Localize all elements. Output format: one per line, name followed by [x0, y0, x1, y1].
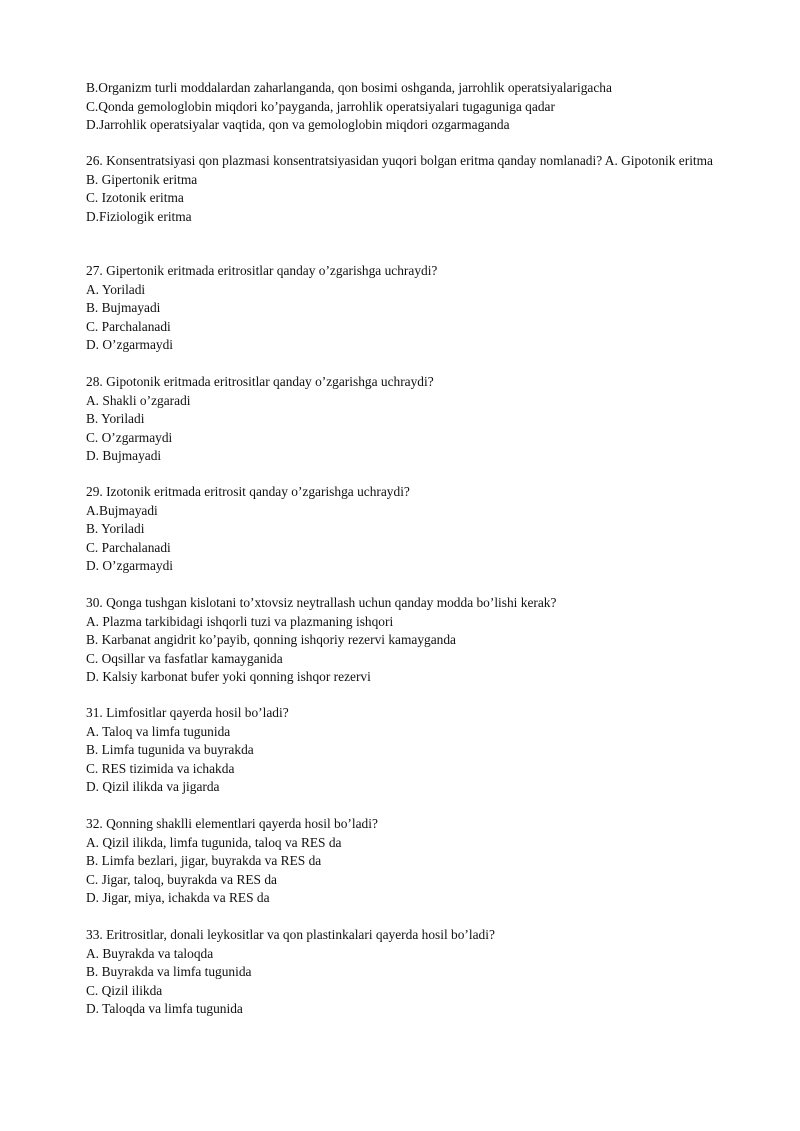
option: D. O’zgarmaydi: [86, 337, 174, 353]
option: D. Kalsiy karbonat bufer yoki qonning ishqor rezervi: [86, 669, 371, 685]
question-33: [86, 926, 756, 1019]
question-text: 33. Eritrositlar, donali leykositlar va qon plastinkalari qayerda hosil bo’ladi?: [86, 927, 495, 942]
question-32: [86, 815, 756, 908]
question-29: [86, 483, 756, 576]
option: B.Organizm turli moddalardan zaharlanganda, qon bosimi oshganda, jarrohlik operatsiyalarigacha: [86, 80, 612, 95]
option: B. Yoriladi: [86, 521, 145, 537]
option: A. Taloq va limfa tugunida: [86, 723, 231, 739]
option: B. Buyrakda va limfa tugunida: [86, 964, 252, 980]
option: C.Qonda gemologlobin miqdori ko’payganda, jarrohlik operatsiyalari tugaguniga qadar: [86, 98, 555, 114]
option: D.Jarrohlik operatsiyalar vaqtida, qon va gemologlobin miqdori ozgarmaganda: [86, 117, 510, 133]
option: D. Bujmayadi: [86, 448, 162, 464]
question-text: 26. Konsentratsiyasi qon plazmasi konsentratsiyasidan yuqori bolgan eritma qanday nomlanadi? A. Gipotonik eritma: [86, 153, 713, 168]
option: A. Plazma tarkibidagi ishqorli tuzi va plazmaning ishqori: [86, 613, 394, 629]
question-28: [86, 373, 756, 466]
option: A. Shakli o’zgaradi: [86, 392, 191, 408]
option: C. Qizil ilikda: [86, 982, 163, 998]
option: C. O’zgarmaydi: [86, 429, 173, 445]
option: A. Qizil ilikda, limfa tugunida, taloq va RES da: [86, 834, 342, 850]
option: C. Parchalanadi: [86, 318, 171, 334]
option: C. Oqsillar va fasfatlar kamayganida: [86, 650, 283, 666]
option: C. Jigar, taloq, buyrakda va RES da: [86, 871, 277, 887]
question-text: 28. Gipotonik eritmada eritrositlar qanday o’zgarishga uchraydi?: [86, 374, 434, 389]
option: D. Qizil ilikda va jigarda: [86, 779, 220, 795]
option: D. O’zgarmaydi: [86, 558, 174, 574]
question-text: 32. Qonning shaklli elementlari qayerda hosil bo’ladi?: [86, 816, 378, 831]
option: D. Jigar, miya, ichakda va RES da: [86, 890, 270, 906]
option: B. Limfa bezlari, jigar, buyrakda va RES da: [86, 853, 322, 869]
option: B. Yoriladi: [86, 411, 145, 427]
option: D. Taloqda va limfa tugunida: [86, 1001, 243, 1017]
question-26: [86, 152, 756, 226]
question-30: [86, 594, 756, 687]
question-text: 27. Gipertonik eritmada eritrositlar qanday o’zgarishga uchraydi?: [86, 263, 438, 278]
option: B. Gipertonik eritma: [86, 171, 198, 187]
question-text: 29. Izotonik eritmada eritrosit qanday o’zgarishga uchraydi?: [86, 484, 410, 499]
option: C. Izotonik eritma: [86, 190, 184, 206]
option: B. Limfa tugunida va buyrakda: [86, 742, 254, 758]
option: D.Fiziologik eritma: [86, 208, 192, 224]
option: B. Karbanat angidrit ko’payib, qonning ishqoriy rezervi kamayganda: [86, 632, 456, 648]
option: A. Yoriladi: [86, 281, 146, 297]
option: A. Buyrakda va taloqda: [86, 945, 214, 961]
question-27: [86, 262, 756, 355]
option: C. RES tizimida va ichakda: [86, 760, 235, 776]
previous-question-options: [86, 79, 756, 135]
question-text: 30. Qonga tushgan kislotani to’xtovsiz neytrallash uchun qanday modda bo’lishi kerak?: [86, 595, 557, 610]
option: B. Bujmayadi: [86, 300, 161, 316]
option: C. Parchalanadi: [86, 539, 171, 555]
question-text: 31. Limfositlar qayerda hosil bo’ladi?: [86, 705, 289, 720]
question-31: [86, 704, 756, 797]
option: A.Bujmayadi: [86, 502, 158, 518]
